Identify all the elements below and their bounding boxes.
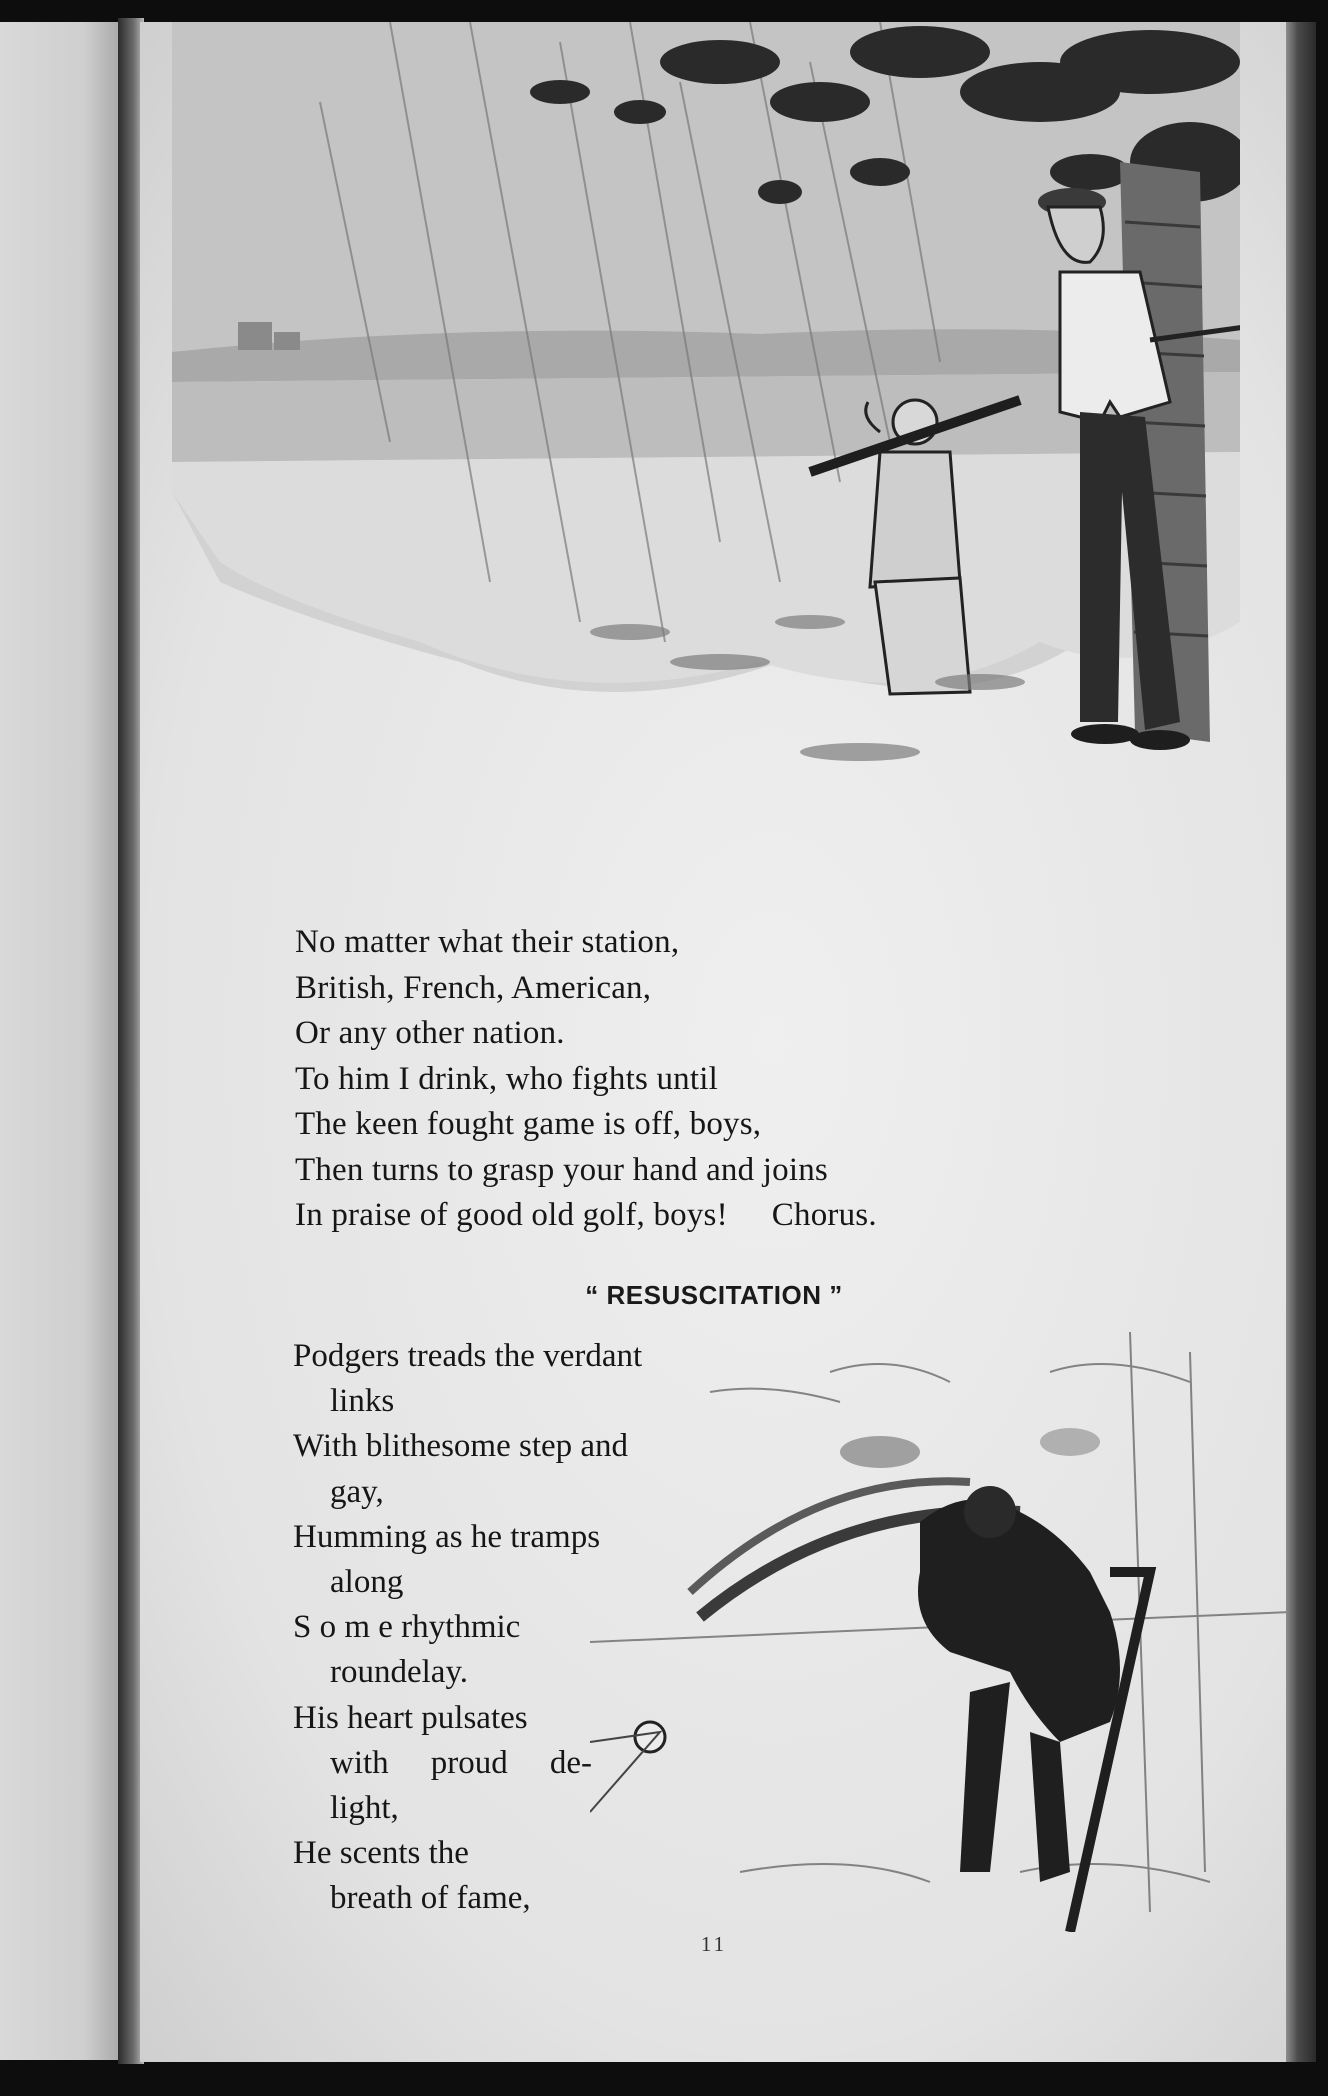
word: verdant: [543, 1338, 643, 1374]
verse-line: British, French, American,: [295, 969, 652, 1006]
verse-line-last: [295, 1193, 1055, 1239]
word: Podgers: [293, 1338, 400, 1374]
word: proud: [430, 1744, 508, 1781]
word: treads: [407, 1338, 487, 1374]
poem-line: [293, 1605, 588, 1650]
poem-line-continuation: links: [330, 1383, 395, 1420]
word: as he: [435, 1518, 502, 1555]
word: S o m e: [293, 1609, 393, 1646]
word: the: [428, 1835, 469, 1872]
poem-line: His heart pulsates: [293, 1699, 528, 1736]
golfer-in-rain-illustration: [160, 22, 1240, 812]
word: Humming: [293, 1518, 427, 1555]
word: step: [518, 1428, 573, 1465]
word: He: [293, 1835, 332, 1872]
word: the: [494, 1338, 535, 1374]
book-page: [140, 22, 1288, 2062]
poem-line-continuation: roundelay.: [330, 1654, 469, 1691]
verse-line: In praise of good old golf, boys!: [295, 1197, 728, 1233]
poem-line: [330, 1741, 592, 1786]
poem-line-continuation: breath of fame,: [330, 1880, 531, 1917]
previous-page-edge: [0, 22, 120, 2060]
word: and: [580, 1428, 629, 1465]
word: With: [293, 1428, 358, 1465]
word: with: [330, 1744, 389, 1781]
word: de-: [549, 1744, 592, 1781]
poem-line: [293, 1831, 588, 1876]
verse-line: Or any other nation.: [295, 1015, 565, 1051]
page-number: 11: [700, 1932, 728, 1956]
verse-line: To him I drink, who fights until: [295, 1060, 718, 1097]
page-edge-right: [1286, 22, 1316, 2062]
chorus-label: Chorus.: [771, 1197, 877, 1233]
poem-line-continuation: along: [330, 1564, 404, 1601]
poem-line-continuation: light,: [330, 1790, 399, 1827]
word: rhythmic: [401, 1609, 521, 1646]
verse-line: Then turns to grasp your hand and joins: [295, 1151, 828, 1188]
golfer-swinging-sketch: [590, 1312, 1288, 1932]
poem-title: “ RESUSCITATION ”: [585, 1280, 843, 1310]
verse-stanza: [295, 920, 1055, 1239]
word: scents: [339, 1835, 421, 1872]
verse-line: No matter what their station,: [295, 924, 680, 960]
word: blithesome: [365, 1428, 511, 1465]
verse-line: The keen fought game is off, boys,: [295, 1106, 762, 1142]
poem-line-continuation: gay,: [330, 1473, 384, 1510]
word: tramps: [510, 1518, 601, 1555]
